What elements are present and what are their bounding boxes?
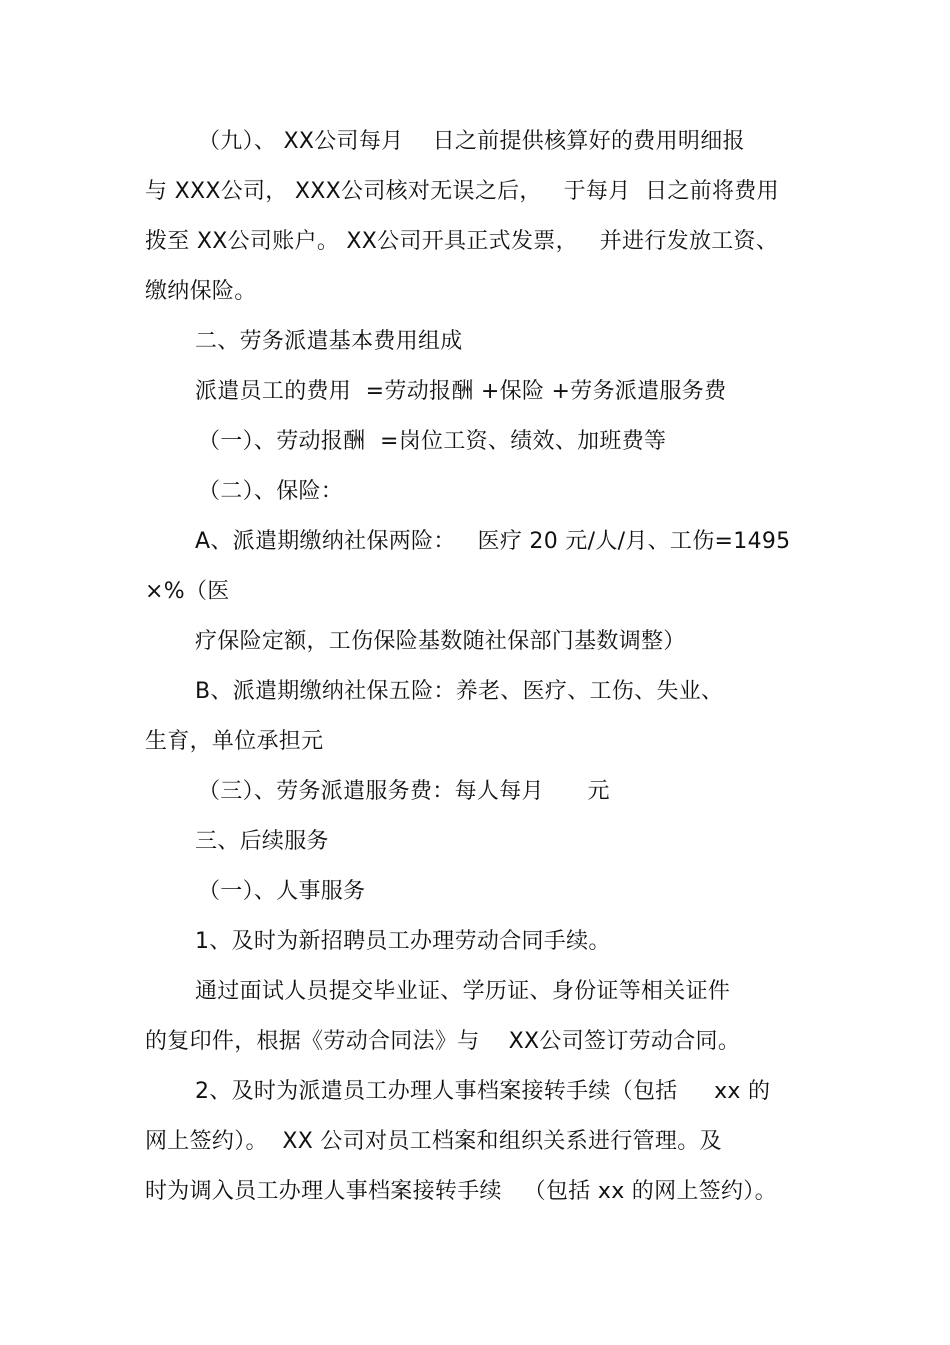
insurance-item-a-cont: ×%（医 [145,579,230,604]
hr-item-1: 1、及时为新招聘员工办理劳动合同手续。 [195,929,611,954]
paragraph-line-1: （九）、 XX公司每月 日之前提供核算好的费用明细报 [198,129,745,154]
insurance-item-b-cont: 生育，单位承担元 [145,729,324,754]
hr-item-2: 2、及时为派遣员工办理人事档案接转手续（包括 xx 的 [195,1079,771,1104]
subsection-hr-service: （一）、人事服务 [198,879,366,904]
subsection-insurance: （二）、保险： [198,479,344,504]
hr-item-2-cont: 网上签约）。 XX 公司对员工档案和组织关系进行管理。及 [145,1129,722,1154]
section-heading-3: 三、后续服务 [195,829,329,854]
paragraph-line-4: 缴纳保险。 [145,279,257,304]
hr-item-2-cont-2: 时为调入员工办理人事档案接转手续 （包括 xx 的网上签约）。 [145,1179,777,1204]
insurance-item-a-note: 疗保险定额，工伤保险基数随社保部门基数调整） [195,629,686,654]
section-heading-2: 二、劳务派遣基本费用组成 [195,329,463,354]
insurance-item-a: A、派遣期缴纳社保两险： 医疗 20 元/人/月、工伤=1495 [195,529,791,554]
subsection-service-fee: （三）、劳务派遣服务费：每人每月 元 [198,779,610,804]
hr-item-1-detail: 通过面试人员提交毕业证、学历证、身份证等相关证件 [195,979,731,1004]
paragraph-line-2: 与 XXX公司， XXX公司核对无误之后， 于每月 日之前将费用 [145,179,779,204]
hr-item-1-detail-cont: 的复印件，根据《劳动合同法》与 XX公司签订劳动合同。 [145,1029,741,1054]
insurance-item-b: B、派遣期缴纳社保五险：养老、医疗、工伤、失业、 [195,679,724,704]
formula-line: 派遣员工的费用 =劳动报酬 +保险 +劳务派遣服务费 [195,379,727,404]
paragraph-line-3: 拨至 XX公司账户。 XX公司开具正式发票， 并进行发放工资、 [145,229,779,254]
subsection-labor-pay: （一）、劳动报酬 =岗位工资、绩效、加班费等 [198,429,667,454]
